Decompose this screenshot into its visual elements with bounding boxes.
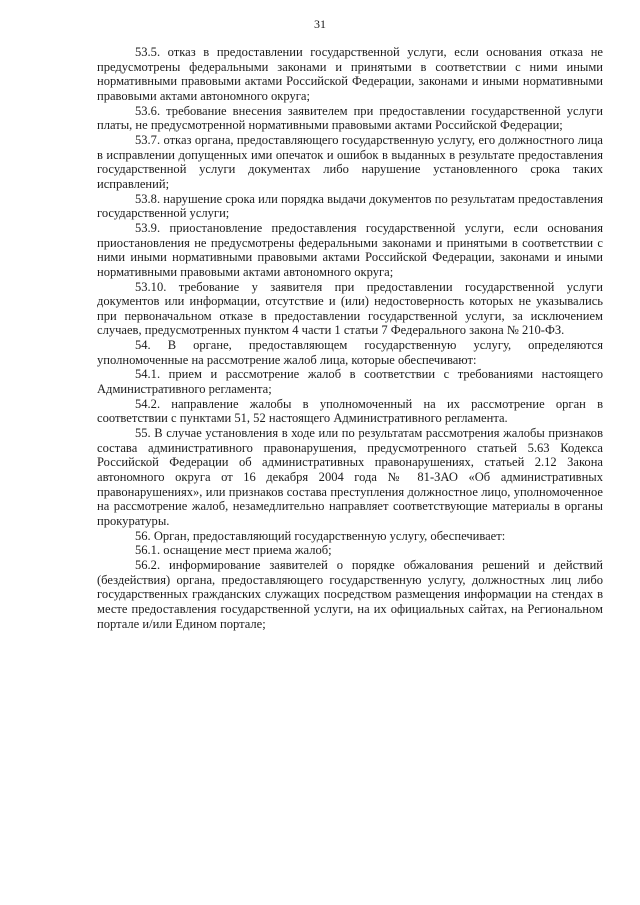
- paragraph-53-5: 53.5. отказ в предоставлении государственной услуги, если основания отказа не предусмотрены федеральными законами и принятыми в соответствии с ними иными нормативными правовыми актами Российской Федерации, законами и иными нормативными правовыми актами автономного округа;: [97, 45, 603, 103]
- paragraph-54-2: 54.2. направление жалобы в уполномоченный на их рассмотрение орган в соответствии с пунктами 51, 52 настоящего Административного регламента.: [97, 396, 603, 426]
- paragraph-53-8: 53.8. нарушение срока или порядка выдачи документов по результатам предоставления государственной услуги;: [97, 191, 603, 221]
- paragraph-54-1: 54.1. прием и рассмотрение жалоб в соответствии с требованиями настоящего Административного регламента;: [97, 367, 603, 397]
- document-body: [97, 45, 603, 631]
- paragraph-55: 55. В случае установления в ходе или по результатам рассмотрения жалобы признаков состава административного правонарушения, предусмотренного статьей 5.63 Кодекса Российской Федерации об административных правонарушениях, статьей 2.12 Закона автономного округа от 16 декабря 2004 года № 81-ЗАО «Об административных правонарушениях», или признаков состава преступления должностное лицо, уполномоченное на рассмотрение жалоб, незамедлительно направляет соответствующие материалы в органы прокуратуры.: [97, 426, 603, 528]
- paragraph-56-2: 56.2. информирование заявителей о порядке обжалования решений и действий (бездействия) органа, предоставляющего государственную услугу, должностных лиц либо государственных гражданских служащих посредством размещения информации на стендах в месте предоставления государственной услуги, на их официальных сайтах, на Региональном портале и/или Едином портале;: [97, 557, 603, 631]
- page-number: 31: [314, 17, 326, 31]
- paragraph-54: 54. В органе, предоставляющем государственную услугу, определяются уполномоченные на рассмотрение жалоб лица, которые обеспечивают:: [97, 338, 603, 367]
- paragraph-56-1: 56.1. оснащение мест приема жалоб;: [135, 543, 332, 558]
- paragraph-53-10: 53.10. требование у заявителя при предоставлении государственной услуги документов или информации, отсутствие и (или) недостоверность которых не указывались при первоначальном отказе в предоставлении государственной услуги, за исключением случаев, предусмотренных пунктом 4 части 1 статьи 7 Федерального закона № 210-ФЗ.: [97, 279, 603, 338]
- paragraph-53-9: 53.9. приостановление предоставления государственной услуги, если основания приостановления не предусмотрены федеральными законами и принятыми в соответствии с ними иными нормативными правовыми актами Российской Федерации, законами и иными нормативными правовыми актами автономного округа;: [97, 220, 603, 279]
- paragraph-53-6: 53.6. требование внесения заявителем при предоставлении государственной услуги платы, не предусмотренной нормативными правовыми актами Российской Федерации;: [97, 103, 603, 133]
- paragraph-56: 56. Орган, предоставляющий государственную услугу, обеспечивает:: [135, 528, 506, 543]
- paragraph-53-7: 53.7. отказ органа, предоставляющего государственную услугу, его должностного лица в исправлении допущенных ими опечаток и ошибок в выданных в результате предоставления государственной услуги документах либо нарушение установленного срока таких исправлений;: [97, 132, 603, 191]
